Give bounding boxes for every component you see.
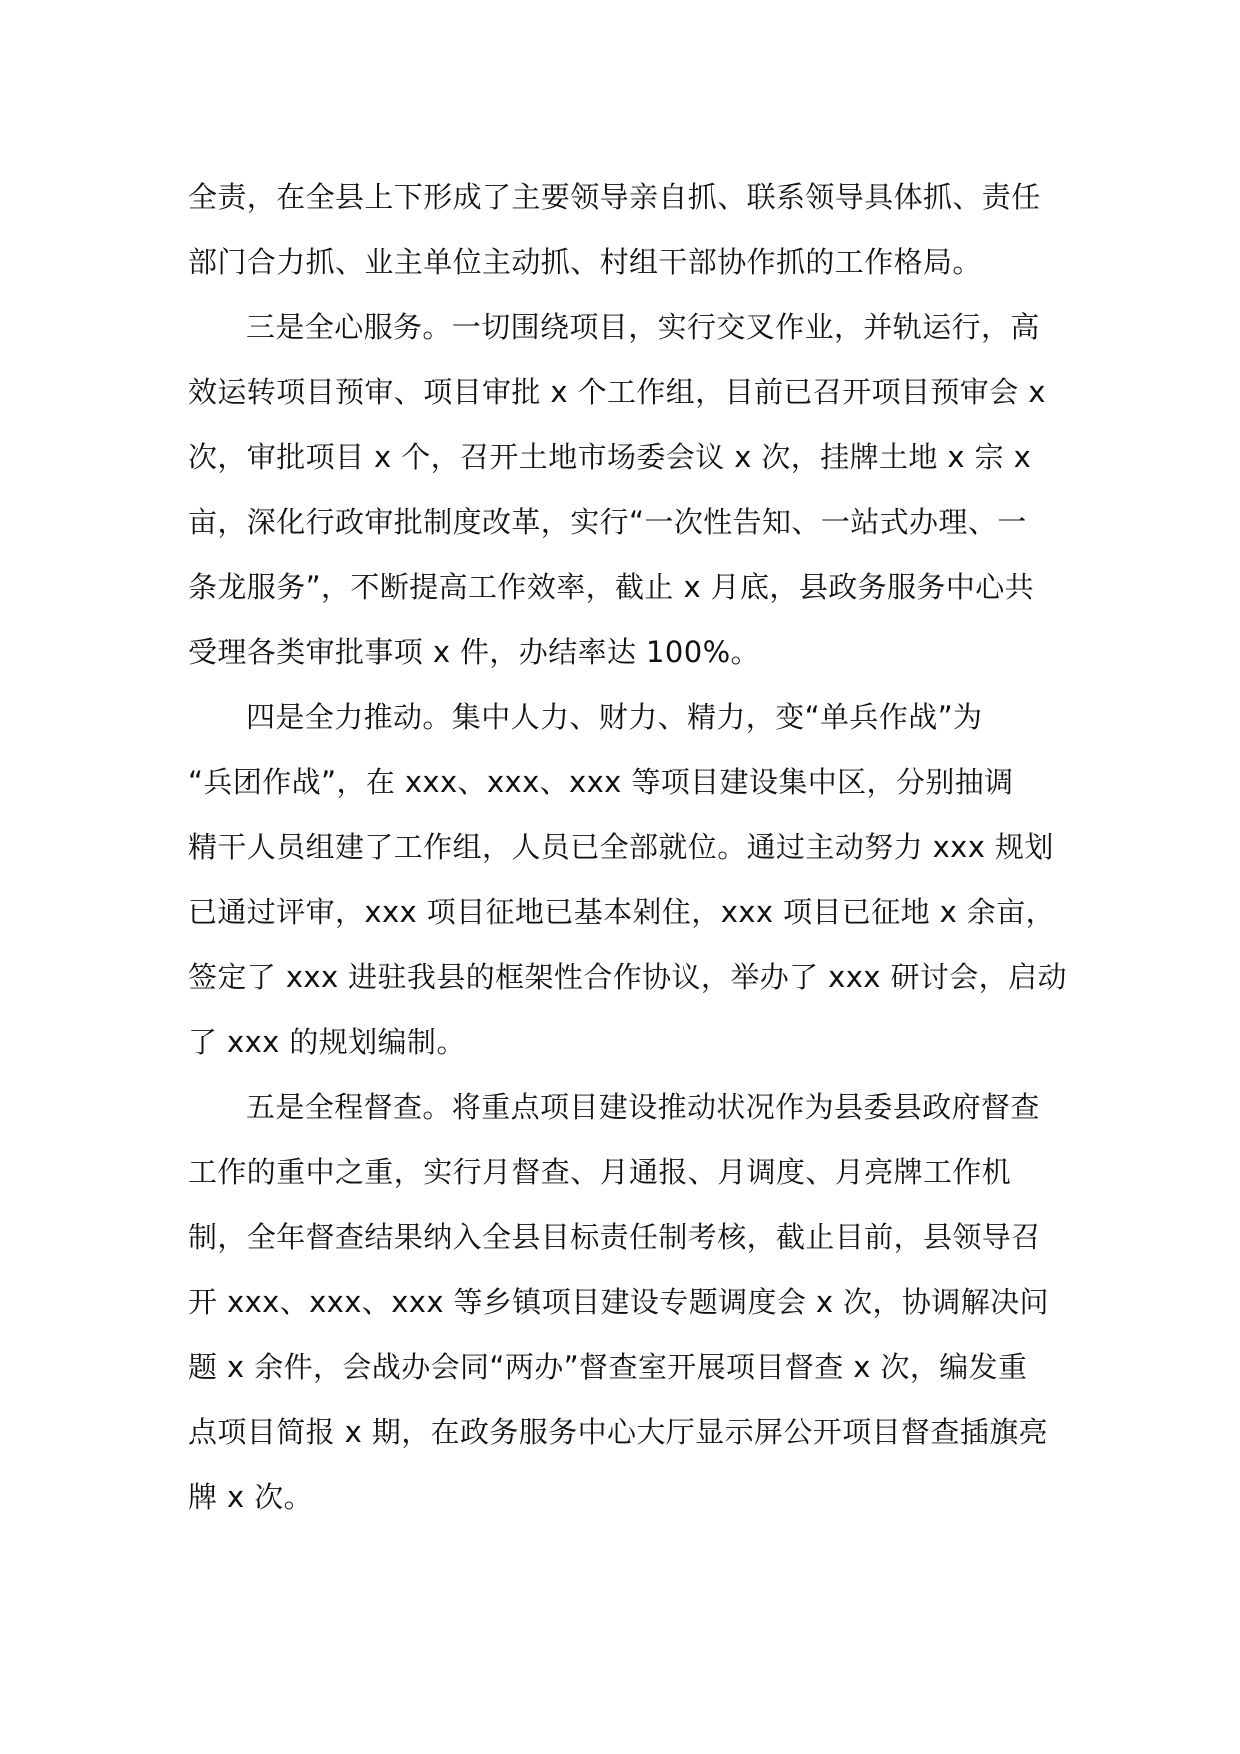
document-body xyxy=(188,165,1067,1530)
text-line: 签定了 xxx 进驻我县的框架性合作协议，举办了 xxx 研讨会，启动 xyxy=(188,960,1067,994)
text-line: 五是全程督查。将重点项目建设推动状况作为县委县政府督查 xyxy=(246,1090,1040,1124)
paragraph-promotion xyxy=(188,685,1067,1075)
text-line: 效运转项目预审、项目审批 x 个工作组，目前已召开项目预审会 x xyxy=(188,375,1046,409)
text-line: 三是全心服务。一切围绕项目，实行交叉作业，并轨运行，高 xyxy=(246,310,1040,344)
text-line: 次，审批项目 x 个，召开土地市场委会议 x 次，挂牌土地 x 宗 x xyxy=(188,440,1032,474)
text-line: 受理各类审批事项 x 件，办结率达 100%。 xyxy=(188,635,760,669)
text-line: “兵团作战”，在 xxx、xxx、xxx 等项目建设集中区，分别抽调 xyxy=(188,765,1014,799)
text-line: 工作的重中之重，实行月督查、月通报、月调度、月亮牌工作机 xyxy=(188,1155,1012,1189)
text-line: 牌 x 次。 xyxy=(188,1480,313,1514)
text-line: 四是全力推动。集中人力、财力、精力，变“单兵作战”为 xyxy=(246,700,983,734)
text-line: 制，全年督查结果纳入全县目标责任制考核，截止目前，县领导召 xyxy=(188,1220,1041,1254)
text-line: 全责，在全县上下形成了主要领导亲自抓、联系领导具体抓、责任 xyxy=(188,180,1041,214)
paragraph-supervision xyxy=(188,1075,1052,1530)
text-line: 条龙服务”，不断提高工作效率，截止 x 月底，县政务服务中心共 xyxy=(188,570,1035,604)
text-line: 精干人员组建了工作组，人员已全部就位。通过主动努力 xxx 规划 xyxy=(188,830,1054,864)
text-line: 题 x 余件，会战办会同“两办”督查室开展项目督查 x 次，编发重 xyxy=(188,1350,1028,1384)
text-line: 了 xxx 的规划编制。 xyxy=(188,1025,466,1059)
text-line: 亩，深化行政审批制度改革，实行“一次性告知、一站式办理、一 xyxy=(188,505,1027,539)
paragraph-responsibility xyxy=(188,165,1052,295)
text-line: 部门合力抓、业主单位主动抓、村组干部协作抓的工作格局。 xyxy=(188,245,982,279)
paragraph-service xyxy=(188,295,1052,685)
text-line: 点项目简报 x 期，在政务服务中心大厅显示屏公开项目督查插旗亮 xyxy=(188,1415,1048,1449)
text-line: 已通过评审，xxx 项目征地已基本剁住，xxx 项目已征地 x 余亩， xyxy=(188,895,1056,929)
text-line: 开 xxx、xxx、xxx 等乡镇项目建设专题调度会 x 次，协调解决问 xyxy=(188,1285,1049,1319)
